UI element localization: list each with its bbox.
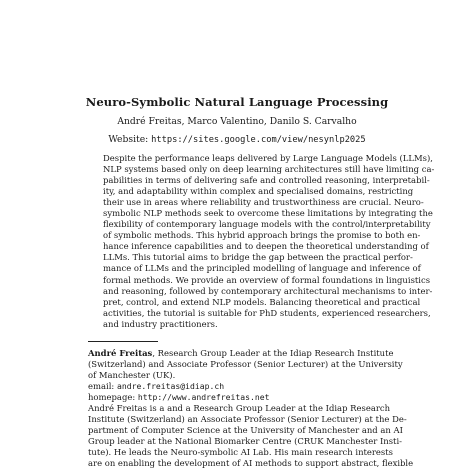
abstract-line: LLMs. This tutorial aims to bridge the gap between the practical perfor- (103, 252, 413, 263)
abstract-line: of symbolic methods. This hybrid approach brings the promise to both en- (103, 230, 421, 241)
paper-title: Neuro-Symbolic Natural Language Processing (85, 95, 389, 109)
bio-name: André Freitas (88, 348, 153, 358)
website-label: Website: (108, 134, 149, 145)
bio-body-line: are on enabling the development of AI methods to support abstract, flexible (88, 458, 414, 469)
abstract-line: flexibility of contemporary language models with the control/interpretability (103, 219, 431, 230)
abstract-line: pabilities in terms of delivering safe and controlled reasoning, interpretabil- (103, 175, 430, 186)
abstract-line: formal methods. We provide an overview of formal foundations in linguistics (103, 274, 431, 285)
email-label: email: (88, 381, 115, 392)
abstract-line: mance of LLMs and the principled modelling of language and inference of (103, 263, 421, 274)
bio-body-line: Institute (Switzerland) an Associate Professor (Senior Lecturer) at the De- (88, 414, 407, 425)
abstract-line: hance inference capabilities and to deepen the theoretical understanding of (103, 241, 429, 252)
bio-body-line: tute). He leads the Neuro-symbolic AI Lab. His main research interests (88, 447, 393, 458)
abstract-line: NLP systems based only on deep learning architectures still have limiting ca- (103, 164, 435, 175)
abstract (103, 153, 435, 330)
abstract-line: activities, the tutorial is suitable for PhD students, experienced researchers, (103, 307, 431, 318)
bio-intro-line: (Switzerland) and Associate Professor (Senior Lecturer) at the University (88, 359, 403, 370)
email-line (88, 381, 386, 392)
section-divider (88, 341, 158, 342)
homepage-line (88, 392, 386, 403)
abstract-line: ity, and adaptability within complex and specialised domains, restricting (103, 186, 414, 197)
website-line (0, 134, 474, 145)
bio-body-line: André Freitas is a and a Research Group Leader at the Idiap Research (88, 403, 391, 414)
abstract-line: their use in areas where reliability and trustworthiness are crucial. Neuro- (103, 197, 424, 208)
bio-intro-line: of Manchester (UK). (88, 370, 176, 381)
abstract-line: symbolic NLP methods seek to overcome these limitations by integrating the (103, 208, 433, 219)
abstract-line: and industry practitioners. (103, 318, 218, 329)
abstract-line: and reasoning, followed by contemporary architectural mechanisms to inter- (103, 285, 433, 296)
author-bio (88, 348, 414, 470)
bio-intro-line: André Freitas, Research Group Leader at the Idiap Research Institute (88, 348, 394, 358)
author-list: André Freitas, Marco Valentino, Danilo S. Carvalho (117, 116, 357, 127)
email-link[interactable]: andre.freitas@idiap.ch (116, 381, 225, 392)
bio-body-line: partment of Computer Science at the University of Manchester and an AI (88, 425, 403, 436)
abstract-line: pret, control, and extend NLP models. Balancing theoretical and practical (103, 296, 421, 307)
website-url[interactable]: https://sites.google.com/view/nesynlp2025 (151, 135, 366, 145)
abstract-line: Despite the performance leaps delivered by Large Language Models (LLMs), (103, 153, 433, 163)
bio-body-line: Group leader at the National Biomarker Centre (CRUK Manchester Insti- (88, 436, 403, 447)
homepage-label: homepage: (88, 392, 136, 403)
homepage-link[interactable]: http://www.andrefreitas.net (137, 392, 270, 403)
